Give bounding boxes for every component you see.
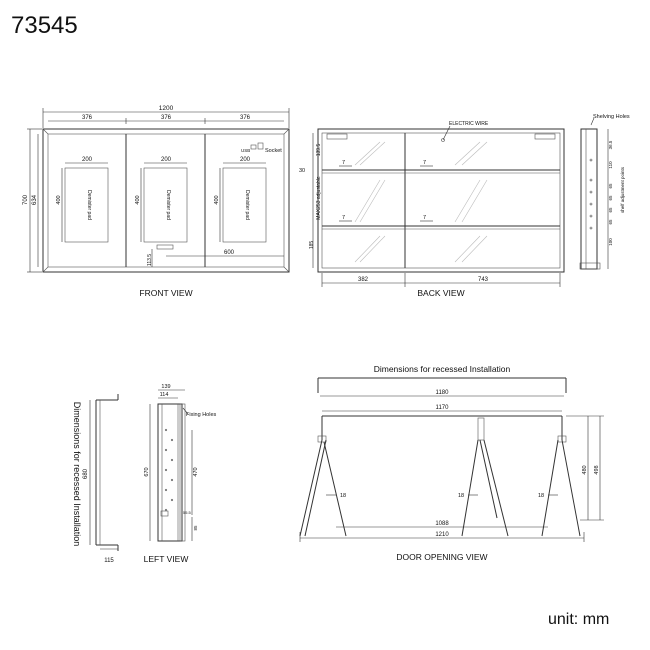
overall-open-width: 1210 <box>435 532 449 538</box>
bracket-marker: 7 <box>342 160 346 166</box>
bay-width: 376 <box>160 115 172 121</box>
open-door <box>484 440 508 536</box>
pad-width: 200 <box>160 157 172 163</box>
left-total-height: 670 <box>144 467 150 477</box>
left-view <box>144 384 217 564</box>
back-width-left: 382 <box>357 277 369 283</box>
socket-label: Socket <box>265 148 282 154</box>
cabinet-width: 1170 <box>435 405 449 411</box>
shelf-side-detail <box>580 114 630 269</box>
door-gap: 18 <box>538 493 545 499</box>
open-door <box>462 440 478 536</box>
recess-depth: 115 <box>104 558 114 564</box>
left-bottom-offset: 85 <box>193 525 198 531</box>
open-depth-inner: 480 <box>582 465 588 475</box>
pad-height: 400 <box>135 195 141 205</box>
hinge <box>478 418 484 440</box>
right-offset: 600 <box>223 250 235 256</box>
bottom-gap: 185 <box>309 240 315 250</box>
inner-height: 634 <box>32 194 38 206</box>
top-gap: 139.5 <box>316 143 322 157</box>
back-inner-frame <box>322 133 560 268</box>
shelf-offset: 30 <box>299 168 306 174</box>
switch-strip <box>157 245 173 249</box>
bottom-offset: 113.5 <box>147 253 153 267</box>
back-view <box>299 121 564 298</box>
shelving-holes-label: Shelving Holes <box>593 114 630 120</box>
overall-height: 700 <box>23 194 29 206</box>
hole-spacing: 65 <box>608 219 613 225</box>
bay-width: 376 <box>239 115 251 121</box>
pad-label: Demister pad <box>165 190 171 220</box>
hole-spacing: 65 <box>608 195 613 201</box>
back-outer-frame <box>318 129 564 272</box>
open-door <box>542 440 558 536</box>
pad-width: 200 <box>81 157 93 163</box>
open-depth-outer: 498 <box>594 465 600 475</box>
depth-inner: 114 <box>159 392 169 398</box>
door-opening-view <box>300 364 604 562</box>
mounting-bracket <box>535 134 555 139</box>
pad-height: 400 <box>56 195 62 205</box>
left-view-caption: LEFT VIEW <box>143 554 189 564</box>
electric-wire-label: ELECTRIC WIRE <box>449 121 489 127</box>
recess-side-section <box>72 394 118 564</box>
open-door <box>300 440 322 536</box>
door-span: 1088 <box>435 521 449 527</box>
socket-outlet <box>258 143 263 149</box>
back-width-right: 743 <box>477 277 489 283</box>
shelf-range: MAX253 adjustable <box>316 176 322 220</box>
hole-span: 470 <box>193 467 199 477</box>
front-view-caption: FRONT VIEW <box>139 288 193 298</box>
usb-label: USB <box>241 148 251 153</box>
mounting-bracket <box>327 134 347 139</box>
hole-spacing: 36.5 <box>608 140 613 150</box>
bay-width: 376 <box>81 115 93 121</box>
overall-width: 1200 <box>158 105 174 112</box>
recess-side-title: Dimensions for recessed Installation <box>72 401 82 547</box>
hole-offset: 55.5 <box>183 510 191 515</box>
unit-label: unit: mm <box>548 611 610 628</box>
hole-spacing: 65 <box>608 183 613 189</box>
door-view-caption: DOOR OPENING VIEW <box>396 552 488 562</box>
door-gap: 18 <box>340 493 347 499</box>
bracket-marker: 7 <box>423 215 427 221</box>
back-view-caption: BACK VIEW <box>417 288 465 298</box>
pad-label: Demister pad <box>244 190 250 220</box>
door-gap: 18 <box>458 493 465 499</box>
hole-spacing: 110 <box>608 161 613 169</box>
left-view-body <box>158 404 182 541</box>
pad-height: 400 <box>214 195 220 205</box>
hole-spacing: 65 <box>608 207 613 213</box>
pad-width: 200 <box>239 157 251 163</box>
model-number: 73545 <box>11 12 78 39</box>
door-view-title: Dimensions for recessed Installation <box>373 364 511 374</box>
recess-width: 1180 <box>435 390 449 396</box>
bracket-marker: 7 <box>423 160 427 166</box>
usb-port <box>251 145 256 149</box>
side-panel <box>581 129 597 269</box>
bracket-marker: 7 <box>342 215 346 221</box>
adjustment-label: shelf adjustment points <box>620 166 625 214</box>
front-view <box>23 105 289 298</box>
hole-spacing: 100 <box>608 238 613 246</box>
recess-height: 680 <box>83 468 89 480</box>
fixing-holes-label: Fixing Holes <box>186 412 217 418</box>
depth-outer: 139 <box>161 384 171 390</box>
pad-label: Demister pad <box>86 190 92 220</box>
